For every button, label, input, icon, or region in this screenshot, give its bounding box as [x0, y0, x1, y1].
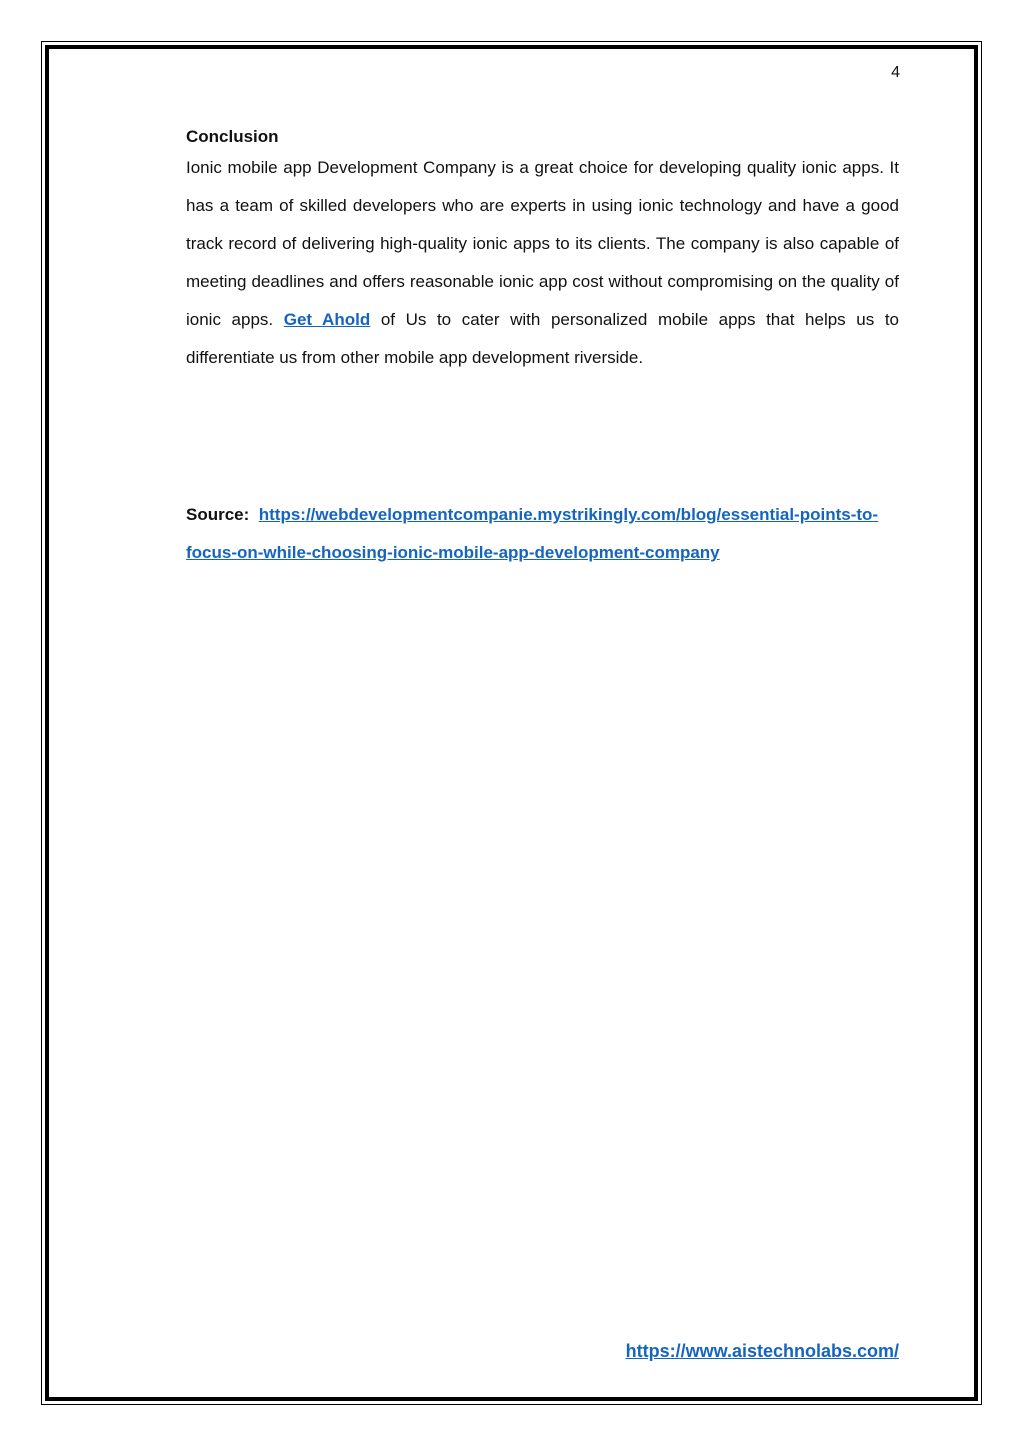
conclusion-paragraph	[186, 149, 899, 377]
source-section	[186, 496, 899, 572]
get-ahold-link[interactable]: Get Ahold	[283, 310, 371, 329]
conclusion-section	[186, 125, 899, 390]
footer-website-link[interactable]: https://www.aistechnolabs.com/	[625, 1341, 899, 1361]
paragraph-text-after-link: of Us to cater with personalized mobile apps that helps us to differentiate us from other mobile app development riverside.	[186, 310, 899, 367]
paragraph-text-before-link: Ionic mobile app Development Company is a great choice for developing quality ionic apps. It has a team of skilled developers who are experts in using ionic technology and have a good track record of delivering high-quality ionic apps to its clients. The company is also capable of meeting deadlines and offers reasonable ionic app cost without compromising on the quality of ionic apps.	[186, 158, 899, 329]
source-link[interactable]: https://webdevelopmentcompanie.mystrikingly.com/blog/essential-points-to-focus-on-while-choosing-ionic-mobile-app-development-company	[186, 505, 879, 562]
source-label: Source:	[186, 505, 250, 524]
section-title: Conclusion	[186, 127, 279, 146]
page-number: 4	[891, 64, 900, 81]
